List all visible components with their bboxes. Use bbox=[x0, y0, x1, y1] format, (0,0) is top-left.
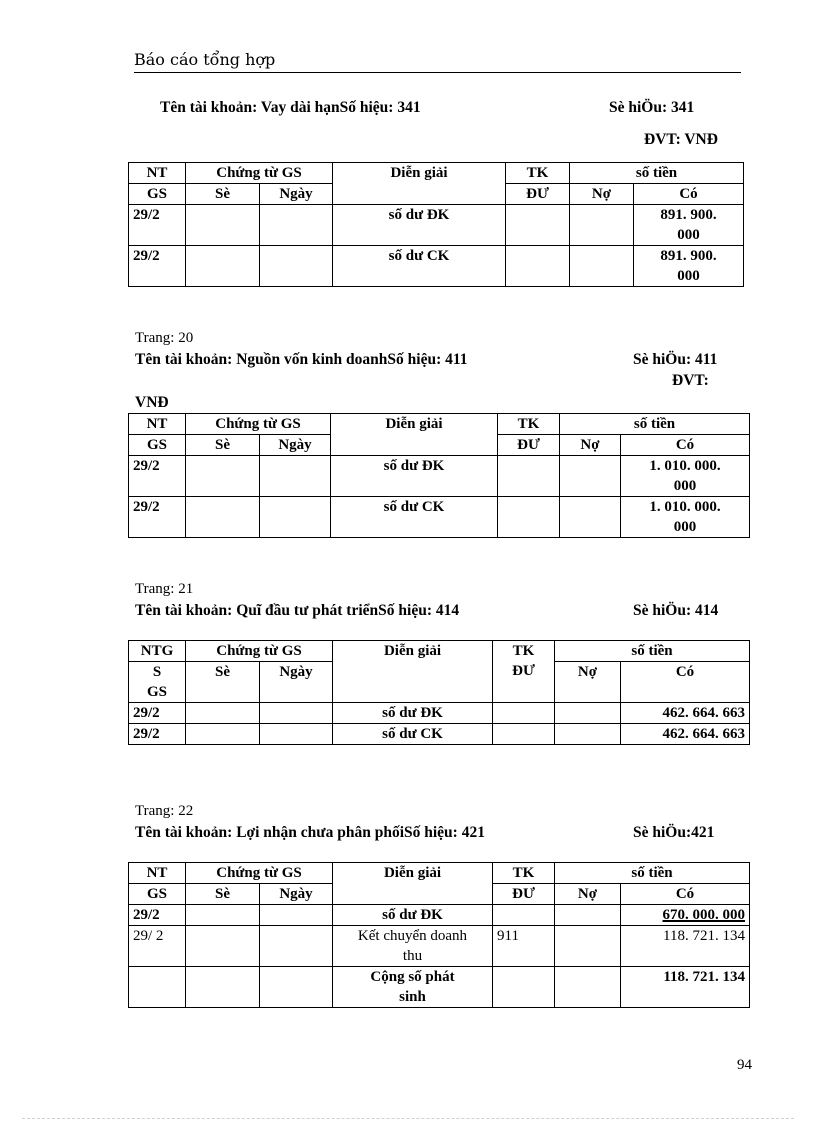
col-dien-giai: Diễn giải bbox=[333, 641, 493, 703]
cell-nt: 29/2 bbox=[129, 246, 186, 287]
table-row bbox=[129, 926, 750, 967]
col-nt: NT bbox=[129, 163, 186, 184]
col-co: Có bbox=[621, 884, 750, 905]
page-number: 94 bbox=[737, 1057, 752, 1073]
cell-nt: 29/2 bbox=[129, 724, 186, 745]
col-tk-line-1: TK bbox=[512, 643, 535, 659]
account-number-421: Sè hiÖu:421 bbox=[633, 824, 715, 841]
table-row bbox=[129, 724, 750, 745]
col-ntgs-cont bbox=[129, 662, 186, 703]
cell-dien-giai bbox=[333, 967, 493, 1008]
cell-no bbox=[555, 905, 621, 926]
col-ngay: Ngày bbox=[260, 435, 331, 456]
cell-co bbox=[634, 246, 744, 287]
col-nt: NT bbox=[129, 863, 186, 884]
col-so-tien: số tiền bbox=[555, 863, 750, 884]
cell-tk bbox=[506, 205, 570, 246]
cell-so bbox=[186, 246, 260, 287]
col-tk: TK bbox=[493, 863, 555, 884]
col-so: Sè bbox=[186, 884, 260, 905]
ledger-table-421 bbox=[128, 862, 750, 1008]
col-so: Sè bbox=[186, 662, 260, 703]
col-dien-giai: Diễn giải bbox=[331, 414, 498, 456]
col-ntgs-line-2: S bbox=[152, 664, 162, 680]
cell-co bbox=[634, 205, 744, 246]
cell-tk bbox=[493, 905, 555, 926]
cell-no bbox=[560, 497, 621, 538]
cell-no bbox=[570, 246, 634, 287]
col-gs: GS bbox=[129, 184, 186, 205]
col-du: ĐƯ bbox=[498, 435, 560, 456]
cell-ngay bbox=[260, 205, 333, 246]
col-no: Nợ bbox=[570, 184, 634, 205]
page-ref: Trang: 20 bbox=[135, 330, 194, 346]
table-row bbox=[129, 703, 750, 724]
ledger-table-414 bbox=[128, 640, 750, 745]
col-so: Sè bbox=[186, 184, 260, 205]
amount-line-1: 1. 010. 000. bbox=[649, 458, 721, 474]
cell-ngay bbox=[260, 724, 333, 745]
ledger-table-411 bbox=[128, 413, 750, 538]
cell-tk bbox=[506, 246, 570, 287]
col-du: ĐƯ bbox=[506, 184, 570, 205]
col-no: Nợ bbox=[555, 884, 621, 905]
cell-dien-giai: số dư ĐK bbox=[333, 703, 493, 724]
table-header-row bbox=[129, 863, 750, 884]
col-chung-tu: Chứng từ GS bbox=[186, 641, 333, 662]
cell-no bbox=[555, 967, 621, 1008]
col-co: Có bbox=[634, 184, 744, 205]
col-nt: NT bbox=[129, 414, 186, 435]
cell-no bbox=[560, 456, 621, 497]
table-row bbox=[129, 205, 744, 246]
table-row bbox=[129, 967, 750, 1008]
cell-dien-giai: số dư CK bbox=[331, 497, 498, 538]
cell-ngay bbox=[260, 246, 333, 287]
col-tk bbox=[493, 641, 555, 703]
cell-dien-giai: số dư ĐK bbox=[331, 456, 498, 497]
cell-nt: 29/2 bbox=[129, 703, 186, 724]
account-title-414: Tên tài khoản: Quĩ đầu tư phát triểnSố hiệu: 414 bbox=[135, 602, 460, 619]
cell-no bbox=[555, 703, 621, 724]
cell-co: 118. 721. 134 bbox=[621, 926, 750, 967]
col-co: Có bbox=[621, 662, 750, 703]
col-ngay: Ngày bbox=[260, 662, 333, 703]
cell-tk: 911 bbox=[493, 926, 555, 967]
cell-nt: 29/ 2 bbox=[129, 926, 186, 967]
cell-co: 462. 664. 663 bbox=[621, 703, 750, 724]
cell-co: 462. 664. 663 bbox=[621, 724, 750, 745]
cell-nt bbox=[129, 967, 186, 1008]
amount-line-1: 891. 900. bbox=[660, 207, 717, 223]
cell-co: 118. 721. 134 bbox=[621, 967, 750, 1008]
amount-line-2: 000 bbox=[673, 478, 697, 494]
cell-ngay bbox=[260, 703, 333, 724]
cell-ngay bbox=[260, 905, 333, 926]
col-no: Nợ bbox=[555, 662, 621, 703]
account-title-341: Tên tài khoản: Vay dài hạnSố hiệu: 341 bbox=[160, 99, 421, 116]
cell-so bbox=[186, 724, 260, 745]
table-header-row bbox=[129, 414, 750, 435]
header-title: Báo cáo tổng hợp bbox=[134, 50, 276, 69]
col-ntgs-line-3: GS bbox=[146, 684, 167, 700]
unit-label: ĐVT: VNĐ bbox=[644, 131, 718, 148]
cell-ngay bbox=[260, 497, 331, 538]
col-tk: TK bbox=[506, 163, 570, 184]
cell-nt: 29/2 bbox=[129, 497, 186, 538]
col-tk-line-2: ĐƯ bbox=[512, 663, 535, 679]
cell-ngay bbox=[260, 926, 333, 967]
col-dien-giai: Diễn giải bbox=[333, 863, 493, 905]
cell-no bbox=[555, 724, 621, 745]
table-header-row bbox=[129, 163, 744, 184]
cell-so bbox=[186, 703, 260, 724]
col-ngay: Ngày bbox=[260, 884, 333, 905]
col-so-tien: số tiền bbox=[560, 414, 750, 435]
cell-so bbox=[186, 967, 260, 1008]
desc-line-1: Cộng số phát bbox=[370, 969, 455, 985]
ledger-table-341 bbox=[128, 162, 744, 287]
amount-line-2: 000 bbox=[677, 268, 700, 284]
cell-tk bbox=[493, 703, 555, 724]
account-title-411: Tên tài khoản: Nguồn vốn kinh doanhSố hiệu: 411 bbox=[135, 351, 468, 368]
amount-line-2: 000 bbox=[673, 519, 697, 535]
col-gs: GS bbox=[129, 884, 186, 905]
account-number-414: Sè hiÖu: 414 bbox=[633, 602, 719, 619]
col-so-tien: số tiền bbox=[570, 163, 744, 184]
cell-ngay bbox=[260, 456, 331, 497]
col-so-tien: số tiền bbox=[555, 641, 750, 662]
cell-so bbox=[186, 456, 260, 497]
cell-co bbox=[621, 456, 750, 497]
page-bottom-rule bbox=[22, 1118, 794, 1119]
col-co: Có bbox=[621, 435, 750, 456]
table-row bbox=[129, 456, 750, 497]
cell-co: 670. 000. 000 bbox=[621, 905, 750, 926]
page-header bbox=[134, 50, 741, 73]
account-number-411: Sè hiÖu: 411 bbox=[633, 351, 718, 368]
cell-so bbox=[186, 926, 260, 967]
table-row bbox=[129, 246, 744, 287]
col-chung-tu: Chứng từ GS bbox=[186, 163, 333, 184]
cell-tk bbox=[498, 456, 560, 497]
amount-line-1: 891. 900. bbox=[660, 248, 717, 264]
cell-dien-giai: số dư ĐK bbox=[333, 905, 493, 926]
cell-so bbox=[186, 497, 260, 538]
table-row bbox=[129, 905, 750, 926]
col-tk: TK bbox=[498, 414, 560, 435]
cell-no bbox=[570, 205, 634, 246]
unit-value: VNĐ bbox=[135, 394, 169, 411]
cell-nt: 29/2 bbox=[129, 456, 186, 497]
cell-co bbox=[621, 497, 750, 538]
cell-no bbox=[555, 926, 621, 967]
cell-dien-giai: số dư CK bbox=[333, 724, 493, 745]
col-ntgs: NTG bbox=[129, 641, 186, 662]
cell-nt: 29/2 bbox=[129, 205, 186, 246]
cell-dien-giai bbox=[333, 926, 493, 967]
unit-label: ĐVT: bbox=[672, 372, 709, 389]
col-dien-giai: Diễn giải bbox=[333, 163, 506, 205]
amount-line-1: 1. 010. 000. bbox=[649, 499, 721, 515]
col-du: ĐƯ bbox=[493, 884, 555, 905]
page-ref: Trang: 21 bbox=[135, 581, 194, 597]
cell-tk bbox=[493, 724, 555, 745]
cell-so bbox=[186, 205, 260, 246]
desc-line-2: sinh bbox=[399, 989, 426, 1005]
account-title-421: Tên tài khoản: Lợi nhận chưa phân phốiSố hiệu: 421 bbox=[135, 824, 485, 841]
cell-nt: 29/2 bbox=[129, 905, 186, 926]
cell-tk bbox=[493, 967, 555, 1008]
cell-dien-giai: số dư CK bbox=[333, 246, 506, 287]
cell-dien-giai: số dư ĐK bbox=[333, 205, 506, 246]
col-chung-tu: Chứng từ GS bbox=[186, 863, 333, 884]
cell-tk bbox=[498, 497, 560, 538]
amount-line-2: 000 bbox=[677, 227, 700, 243]
col-chung-tu: Chứng từ GS bbox=[186, 414, 331, 435]
desc-line-2: thu bbox=[402, 948, 423, 964]
page-ref: Trang: 22 bbox=[135, 803, 194, 819]
cell-so bbox=[186, 905, 260, 926]
account-number-341: Sè hiÖu: 341 bbox=[609, 99, 695, 116]
desc-line-1: Kết chuyển doanh bbox=[357, 928, 468, 944]
col-gs: GS bbox=[129, 435, 186, 456]
table-header-row bbox=[129, 641, 750, 662]
col-so: Sè bbox=[186, 435, 260, 456]
col-ngay: Ngày bbox=[260, 184, 333, 205]
col-no: Nợ bbox=[560, 435, 621, 456]
table-row bbox=[129, 497, 750, 538]
cell-ngay bbox=[260, 967, 333, 1008]
